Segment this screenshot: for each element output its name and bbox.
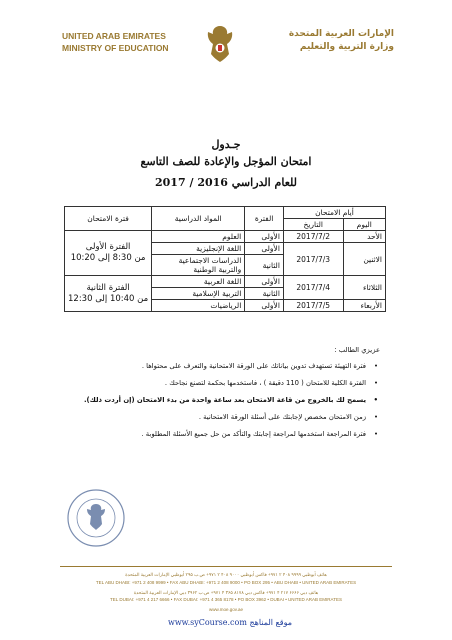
date-cell: 2017/7/2 (283, 231, 343, 243)
subject-cell: التربية الإسلامية (152, 288, 245, 300)
ar-line-2: وزارة التربية والتعليم (299, 42, 394, 52)
doc-title-2: امتحان المؤجل والإعادة للصف التاسع (140, 155, 312, 168)
date-cell: 2017/7/5 (283, 300, 343, 312)
en-line-1: UNITED ARAB EMIRATES (62, 31, 166, 41)
time2-value: من 10:40 إلى 12:30 (68, 293, 149, 304)
time2-label: الفترة الثانية (86, 282, 130, 293)
header-subjects: المواد الدراسية (152, 207, 245, 231)
footer-ar-abudhabi: هاتف أبوظبي ۹۹۹۹ ۴۰۸ ۲ ۹۷۱+ فاكس أبوظبي ۹۰۰۰ ۴۰۸ ۲ ۹۷۱+ ص.ب ۲۹۵ أبوظبي الإمارات العربية المتحدة (125, 572, 327, 577)
header-time: فترة الامتحان (65, 207, 152, 231)
period-cell: الثانية (245, 288, 284, 300)
time1-value: من 8:30 إلى 10:20 (70, 253, 146, 263)
day-cell: الاثنين (343, 243, 385, 276)
table-row (65, 231, 386, 243)
period-cell: الثانية (245, 255, 284, 276)
ministry-name-english (62, 30, 192, 54)
table-header-row (65, 207, 386, 219)
footer-en-dubai: TEL DUBAI: +971 4 217 6666 • FAX DUBAI: +971 4 365 8178 • PO BOX 3962 • DUBAI • UNITED ARAB EMIRATES (110, 597, 342, 602)
subject-cell: العلوم (152, 231, 245, 243)
footer-website: www.moe.gov.ae (209, 607, 243, 612)
watermark-link[interactable]: موقع المناهج www.syCourse.com (167, 618, 293, 627)
header-day: اليوم (343, 219, 385, 231)
period-cell: الأولى (245, 300, 284, 312)
period-cell: الأولى (245, 231, 284, 243)
time1-label: الفترة الأولى (85, 242, 131, 252)
day-cell: الأحد (343, 231, 385, 243)
list-item: • يسمح لك بالخروج من قاعة الامتحان بعد ساعة واحدة من بدء الامتحان (إن أردت ذلك). (72, 394, 366, 407)
period-cell: الأولى (245, 276, 284, 288)
ar-line-1: الإمارات العربية المتحدة (288, 29, 394, 39)
list-item: • فترة التهيئة تستهدف تدوين بياناتك على الورقة الامتحانية والتعرف على محتواها . (72, 360, 366, 373)
footer-en-abudhabi: TEL ABU DHABI: +971 2 408 9999 • FAX ABU DHABI: +971 2 408 9000 • PO BOX 295 • ABU DHABI • UNITED ARAB EMIRATES (95, 580, 357, 585)
table-row (65, 276, 386, 288)
uae-falcon-emblem-icon (204, 24, 236, 64)
time-cell-2 (65, 276, 152, 312)
doc-title-3: للعام الدراسي 2016 / 2017 (155, 176, 297, 189)
notes-list (72, 360, 380, 441)
subject-cell: اللغة الإنجليزية (152, 243, 245, 255)
header-period: الفترة (245, 207, 284, 231)
student-notes (72, 344, 380, 445)
subject-cell: اللغة العربية (152, 276, 245, 288)
day-cell: الأربعاء (343, 300, 385, 312)
en-line-2: MINISTRY OF EDUCATION (62, 43, 169, 53)
header-date: التاريخ (283, 219, 343, 231)
doc-title-1: جـدول (211, 138, 241, 151)
subject-cell: الرياضيات (152, 300, 245, 312)
exam-schedule-table (64, 206, 386, 312)
subject-cell: الدراسات الاجتماعية والتربية الوطنية (152, 255, 245, 276)
ministry-name-arabic (244, 28, 394, 54)
list-item: • الفترة الكلية للامتحان ( 110 دقيقة ) ، فاستخدمها بحكمة لتصنع نجاحك . (72, 377, 366, 390)
day-cell: الثلاثاء (343, 276, 385, 300)
list-item: • فترة المراجعة استخدمها لمراجعة إجابتك والتأكد من حل جميع الأسئلة المطلوبة . (72, 428, 366, 441)
ministry-seal-icon (66, 488, 126, 548)
date-cell: 2017/7/3 (283, 243, 343, 276)
footer-divider (60, 566, 392, 567)
notes-greeting: عزيزي الطالب : (334, 346, 380, 354)
time-cell-1 (65, 231, 152, 276)
period-cell: الأولى (245, 243, 284, 255)
date-cell: 2017/7/4 (283, 276, 343, 300)
footer-ar-dubai: هاتف دبي ۶۶۶۶ ۲۱۷ ۴ ۹۷۱+ فاكس دبي ۸۱۷۸ ۳۶۵ ۴ ۹۷۱+ ص.ب ۳۹۶۲ دبي الإمارات العربية المتحدة (133, 590, 319, 595)
header-days: أيام الامتحان (283, 207, 385, 219)
list-item: • زمن الامتحان مخصص لإجابتك على أسئلة الورقة الامتحانية . (72, 411, 366, 424)
